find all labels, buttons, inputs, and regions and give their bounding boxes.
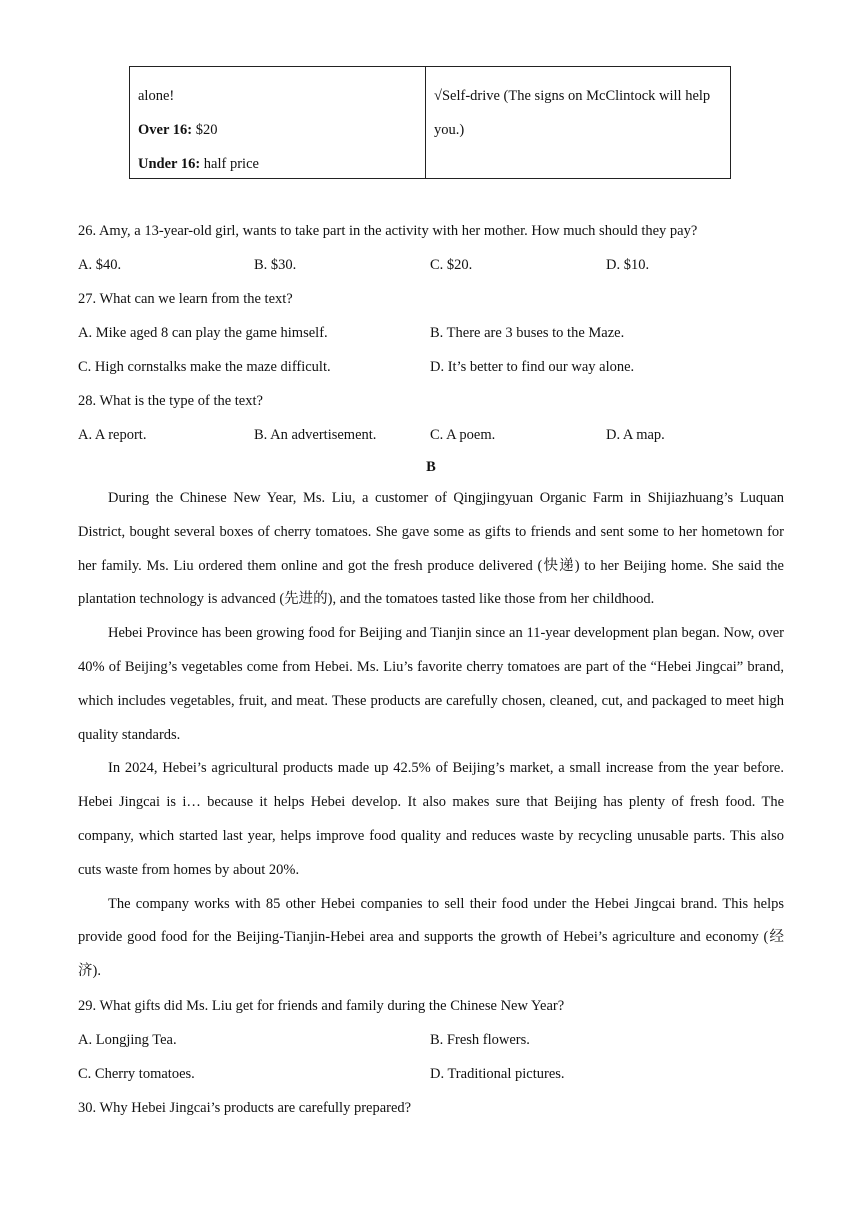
option: A. $40. xyxy=(78,257,122,273)
option: A. Longjing Tea. xyxy=(78,1031,177,1048)
question-29: 29. What gifts did Ms. Liu get for friends and family during the Chinese New Year? xyxy=(78,997,565,1014)
price-label: Under 16: xyxy=(138,156,201,172)
option: C. High cornstalks make the maze difficult. xyxy=(78,359,331,375)
option: D. It’s better to find our way alone. xyxy=(430,359,635,375)
option: A. A report. xyxy=(78,427,147,443)
options-29-row2 xyxy=(78,1057,784,1091)
price-value: half price xyxy=(200,156,259,172)
paragraph-2: Hebei Province has been growing food for Beijing and Tianjin since an 11-year development plan began. Now, over 40% of Beijing’s vegetables come from Hebei. Ms. Liu’s favorite cherry tomatoes are part of the “Hebei Jingcai” brand, which includes vegetables, fruit, and meat. These products are carefully chosen, cleaned, cut, and packaged to meet high quality standards. xyxy=(78,625,784,743)
table-text: alone! xyxy=(138,88,175,104)
price-label: Over 16: xyxy=(138,122,193,138)
option: D. $10. xyxy=(606,257,650,273)
price-value: $20 xyxy=(192,122,218,138)
paragraph-1: During the Chinese New Year, Ms. Liu, a customer of Qingjingyuan Organic Farm in Shijiazhuang’s Luquan District, bought several boxes of cherry tomatoes. She gave some as gifts to friends and sent some to her hometown for her family. Ms. Liu ordered them online and got the fresh produce delivered (快递) to her Beijing home. She said the plantation technology is advanced (先进的), and the tomatoes tasted like those from her childhood. xyxy=(78,490,784,608)
price-under-16 xyxy=(138,147,425,181)
option: B. There are 3 buses to the Maze. xyxy=(430,325,625,341)
option: C. A poem. xyxy=(430,427,496,443)
price-over-16 xyxy=(138,113,425,147)
option: D. Traditional pictures. xyxy=(430,1065,565,1082)
document-body xyxy=(78,214,784,1125)
options-29-row1 xyxy=(78,1023,784,1057)
option: D. A map. xyxy=(606,427,665,443)
option: B. Fresh flowers. xyxy=(430,1031,530,1048)
question-30: 30. Why Hebei Jingcai’s products are carefully prepared? xyxy=(78,1099,412,1116)
option: C. $20. xyxy=(430,257,473,273)
option: C. Cherry tomatoes. xyxy=(78,1065,195,1082)
price-cell xyxy=(130,67,426,178)
options-26 xyxy=(78,248,784,282)
option: A. Mike aged 8 can play the game himself. xyxy=(78,325,328,341)
question-26: 26. Amy, a 13-year-old girl, wants to take part in the activity with her mother. How much should they pay? xyxy=(78,223,698,239)
option: B. $30. xyxy=(254,257,297,273)
option: B. An advertisement. xyxy=(254,427,377,443)
question-28: 28. What is the type of the text? xyxy=(78,393,263,409)
options-27-row1 xyxy=(78,316,784,350)
paragraph-4: The company works with 85 other Hebei companies to sell their food under the Hebei Jingcai brand. This helps provide good food for the Beijing-Tianjin-Hebei area and supports the growth of Hebei’s agriculture and economy (经济). xyxy=(78,895,784,980)
options-27-row2 xyxy=(78,350,784,384)
info-table xyxy=(129,66,731,179)
section-heading: B xyxy=(426,459,436,475)
paragraph-3: In 2024, Hebei’s agricultural products made up 42.5% of Beijing’s market, a small increase from the year before. Hebei Jingcai is i… because it helps Hebei develop. It also makes sure that Beijing has plenty of fresh food. The company, which started last year, helps improve food quality and reduces waste by recycling unusable parts. This also cuts waste from homes by about 20%. xyxy=(78,760,784,878)
transport-text: √Self-drive (The signs on McClintock will help you.) xyxy=(434,88,711,138)
options-28 xyxy=(78,418,784,452)
question-27: 27. What can we learn from the text? xyxy=(78,291,293,307)
transport-cell xyxy=(426,67,730,178)
